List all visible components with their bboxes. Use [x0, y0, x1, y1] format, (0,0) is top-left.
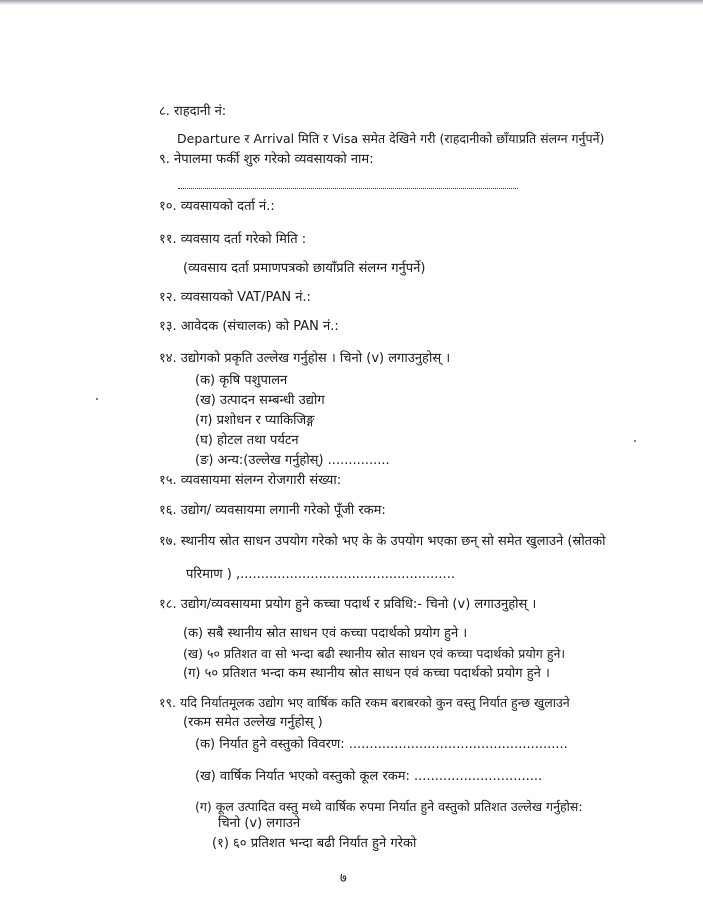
q8-label: ८. राहदानी नं: — [159, 104, 227, 119]
q19-option-kha: (ख) वार्षिक निर्यात भएको वस्तुको कूल रकम: ............................... — [195, 769, 543, 784]
q19-option-ga: (ग) कूल उत्पादित वस्तु मध्ये वार्षिक रुपमा निर्यात हुने वस्तुको प्रतिशत उल्लेख गर्नुहोस: — [195, 799, 583, 814]
q14-option-ga: (ग) प्रशोधन र प्याकिजिङ्ग — [195, 413, 315, 428]
q9-answer-line — [178, 188, 518, 189]
q18-option-kha: (ख) ५० प्रतिशत वा सो भन्दा बढी स्थानीय स्रोत साधन एवं कच्चा पदार्थको प्रयोग हुने। — [183, 646, 566, 661]
q12-label: १२. व्यवसायको VAT/PAN नं.: — [159, 290, 311, 305]
q17-cont: परिमाण ) ,.................................................... — [186, 567, 455, 582]
q18-label: १८. उद्योग/व्यवसायमा प्रयोग हुने कच्चा पदार्थ र प्रविधि:- चिनो (v) लगाउनुहोस् । — [159, 597, 537, 612]
q17-label: १७. स्थानीय स्रोत साधन उपयोग गरेको भए के के उपयोग भएका छन् सो समेत खुलाउने (स्रोतको — [159, 534, 606, 549]
q10-label: १०. व्यवसायको दर्ता नं.: — [159, 199, 275, 214]
q19-sub-option-1: (१) ६० प्रतिशत भन्दा बढी निर्यात हुने गरेको — [212, 836, 417, 851]
scan-top-edge — [0, 0, 703, 5]
q15-label: १५. व्यवसायमा संलग्न रोजगारी संख्या: — [159, 473, 342, 488]
q13-label: १३. आवेदक (संचालक) को PAN नं.: — [159, 319, 339, 334]
scan-speck — [96, 398, 98, 400]
q14-label: १४. उद्योगको प्रकृति उल्लेख गर्नुहोस । चिनो (v) लगाउनुहोस् । — [159, 351, 451, 366]
q14-option-ka: (क) कृषि पशुपालन — [195, 373, 288, 388]
q19-option-ga-cont: चिनो (v) लगाउने — [218, 816, 301, 831]
q9-label: ९. नेपालमा फर्की शुरु गरेको व्यवसायको नाम: — [159, 152, 374, 167]
q14-option-gha: (घ) होटल तथा पर्यटन — [195, 433, 299, 448]
page-number: ७ — [340, 871, 347, 886]
scan-speck — [634, 440, 636, 442]
q11-label: ११. व्यवसाय दर्ता गरेको मिति : — [159, 232, 307, 247]
q14-option-kha: (ख) उत्पादन सम्बन्धी उद्योग — [195, 393, 325, 408]
q8-note: Departure र Arrival मिति र Visa समेत देखिने गरी (राहदानीको छाँयाप्रति संलग्न गर्नुपर्ने) — [177, 131, 605, 146]
q18-option-ka: (क) सबै स्थानीय स्रोत साधन एवं कच्चा पदार्थको प्रयोग हुने । — [183, 626, 468, 641]
q18-option-ga: (ग) ५० प्रतिशत भन्दा कम स्थानीय स्रोत साधन एवं कच्चा पदार्थको प्रयोग हुने । — [183, 666, 550, 681]
q11-note: (व्यवसाय दर्ता प्रमाणपत्रको छायाँप्रति संलग्न गर्नुपर्ने) — [183, 261, 426, 276]
q19-label-cont: (रकम समेत उल्लेख गर्नुहोस् ) — [183, 715, 323, 730]
q14-option-nga: (ङ) अन्य:(उल्लेख गर्नुहोस्) ............... — [195, 453, 390, 468]
q16-label: १६. उद्योग/ व्यवसायमा लगानी गरेको पूँजी रकम: — [159, 503, 386, 518]
q19-option-ka: (क) निर्यात हुने वस्तुको विवरण: ..................................................... — [195, 737, 568, 752]
q19-label: १९. यदि निर्यातमूलक उद्योग भए वार्षिक कति रकम बराबरको कुन वस्तु निर्यात हुन्छ खुलाउने — [159, 695, 570, 710]
